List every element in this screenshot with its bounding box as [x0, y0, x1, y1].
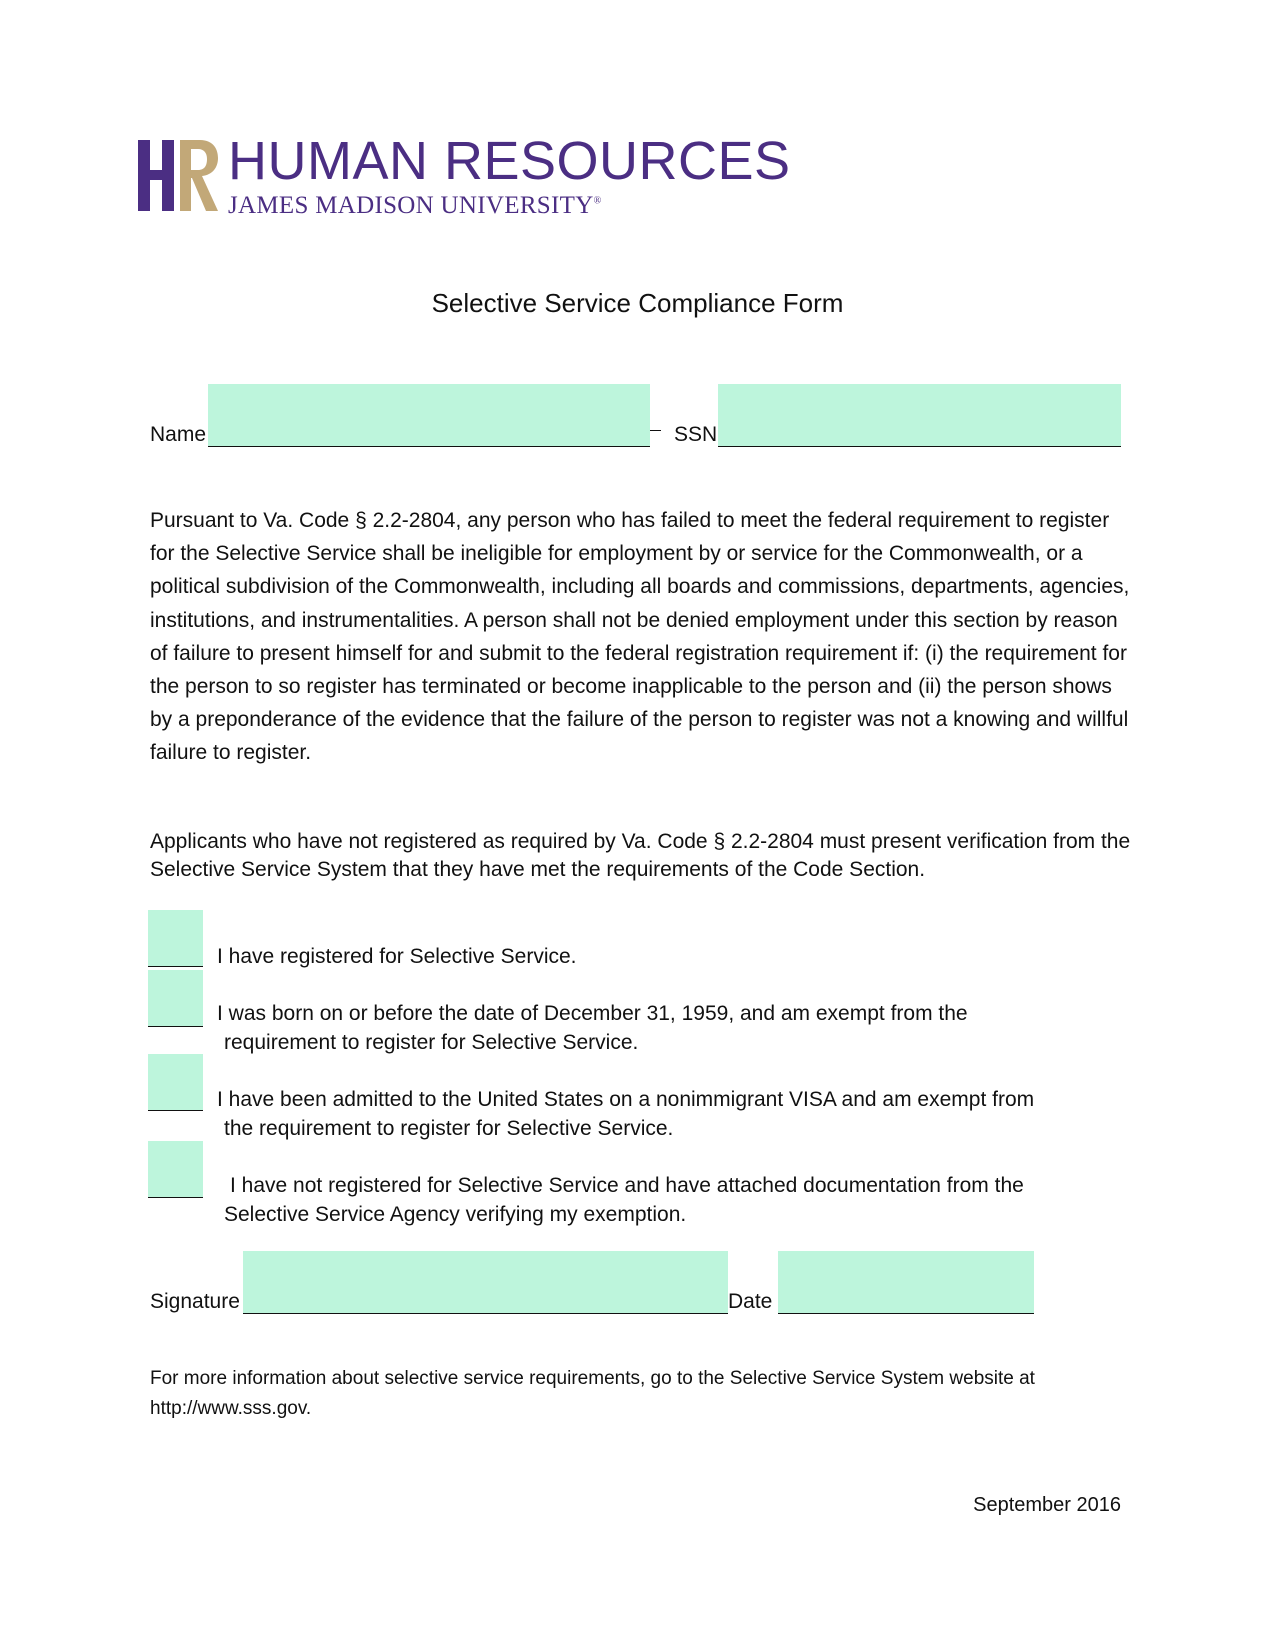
signature-field[interactable]	[243, 1251, 728, 1314]
name-field[interactable]	[208, 384, 650, 447]
signature-label: Signature	[150, 1290, 240, 1313]
option-not-registered-checkbox[interactable]	[148, 1141, 203, 1198]
option-not-registered-line2: Selective Service Agency verifying my exemption.	[224, 1203, 687, 1226]
registered-mark: ®	[593, 195, 602, 207]
ssn-label: SSN	[674, 423, 718, 446]
option-nonimmigrant-visa-line1: I have been admitted to the United States on a nonimmigrant VISA and am exempt from	[217, 1088, 1035, 1111]
form-title: Selective Service Compliance Form	[431, 288, 844, 318]
logo-subtitle	[228, 192, 601, 220]
logo-letter-h	[138, 140, 178, 218]
logo-letter-r	[180, 140, 220, 218]
name-label: Name	[150, 423, 207, 446]
ssn-field[interactable]	[718, 384, 1121, 447]
revision-date: September 2016	[973, 1494, 1121, 1516]
date-field[interactable]	[778, 1251, 1034, 1314]
option-born-before-1960-line1: I was born on or before the date of December 31, 1959, and am exempt from the	[217, 1002, 968, 1025]
option-born-before-1960-line2: requirement to register for Selective Service.	[224, 1031, 639, 1054]
hr-logo-mark	[138, 140, 220, 220]
date-label: Date	[728, 1290, 773, 1313]
statute-paragraph: Pursuant to Va. Code § 2.2-2804, any person who has failed to meet the federal requirement to register for the Selective Service shall be ineligible for employment by or service for the Commonwealth, or a political subdivision of the Commonwealth, including all boards and commissions, departments, agencies, institutions, and instrumentalities. A person shall not be denied employment under this section by reason of failure to present himself for and submit to the federal registration requirement if: (i) the requirement for the person to so register has terminated or become inapplicable to the person and (ii) the person shows by a preponderance of the evidence that the failure of the person to register was not a knowing and willful failure to register.	[150, 509, 1130, 765]
option-registered-checkbox[interactable]	[148, 910, 203, 967]
option-not-registered-line1: I have not registered for Selective Service and have attached documentation from the	[230, 1174, 1024, 1197]
option-nonimmigrant-visa-checkbox[interactable]	[148, 1054, 203, 1111]
option-born-before-1960-checkbox[interactable]	[148, 970, 203, 1027]
option-registered-text: I have registered for Selective Service.	[217, 945, 577, 968]
info-text: For more information about selective service requirements, go to the Selective Service System website at http://www.sss.gov.	[150, 1368, 1035, 1419]
option-nonimmigrant-visa-line2: the requirement to register for Selective Service.	[224, 1117, 674, 1140]
logo-title: HUMAN RESOURCES	[228, 131, 791, 191]
logo-subtitle-text: JAMES MADISON UNIVERSITY	[228, 192, 594, 219]
name-underline-tail	[650, 430, 661, 431]
verification-paragraph: Applicants who have not registered as required by Va. Code § 2.2-2804 must present verification from the Selective Service System that they have met the requirements of the Code Section.	[150, 830, 1131, 881]
